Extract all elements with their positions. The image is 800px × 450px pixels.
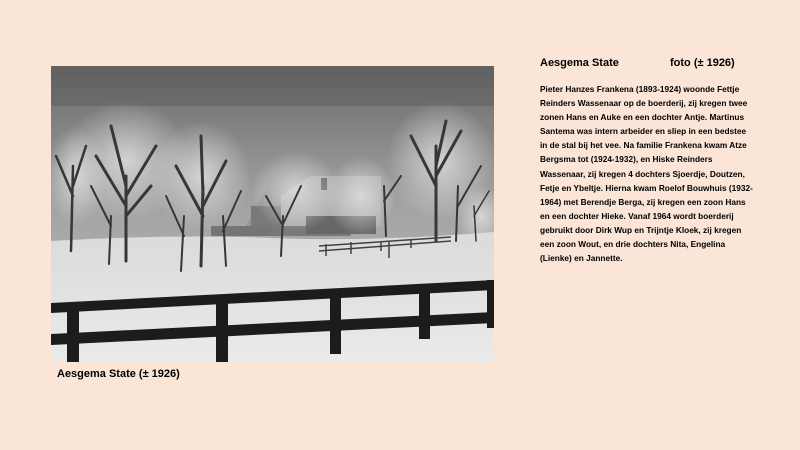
photo-date: foto (± 1926) <box>670 57 735 69</box>
page-title: Aesgema State <box>540 57 619 69</box>
photo-caption: Aesgema State (± 1926) <box>57 368 180 380</box>
description-text: Pieter Hanzes Frankena (1893-1924) woonde Fettje Reinders Wassenaar op de boerderij, zij kregen twee zonen Hans en Auke en een dochter Antje. Martinus Santema was intern arbeider en sliep in een bedstee in de stal bij het vee. Na familie Frankena kwam Atze Bergsma tot (1924-1932), en Hiske Reinders Wassenaar, zij kregen 4 dochters Sjoerdje, Doutzen, Fetje en Ybeltje. Hierna kwam Roelof Bouwhuis (1932-1964) met Berendje Berga, zij kregen een zoon Hans en een dochter Hieke. Vanaf 1964 wordt boerderij gebruikt door Dirk Wup en Trijntje Kloek, zij kregen een zoon Wout, en drie dochters Nita, Engelina (Lienke) en Jannette. <box>540 84 753 264</box>
winter-farm-scene-image <box>51 66 494 362</box>
historic-farm-photo <box>51 66 494 362</box>
